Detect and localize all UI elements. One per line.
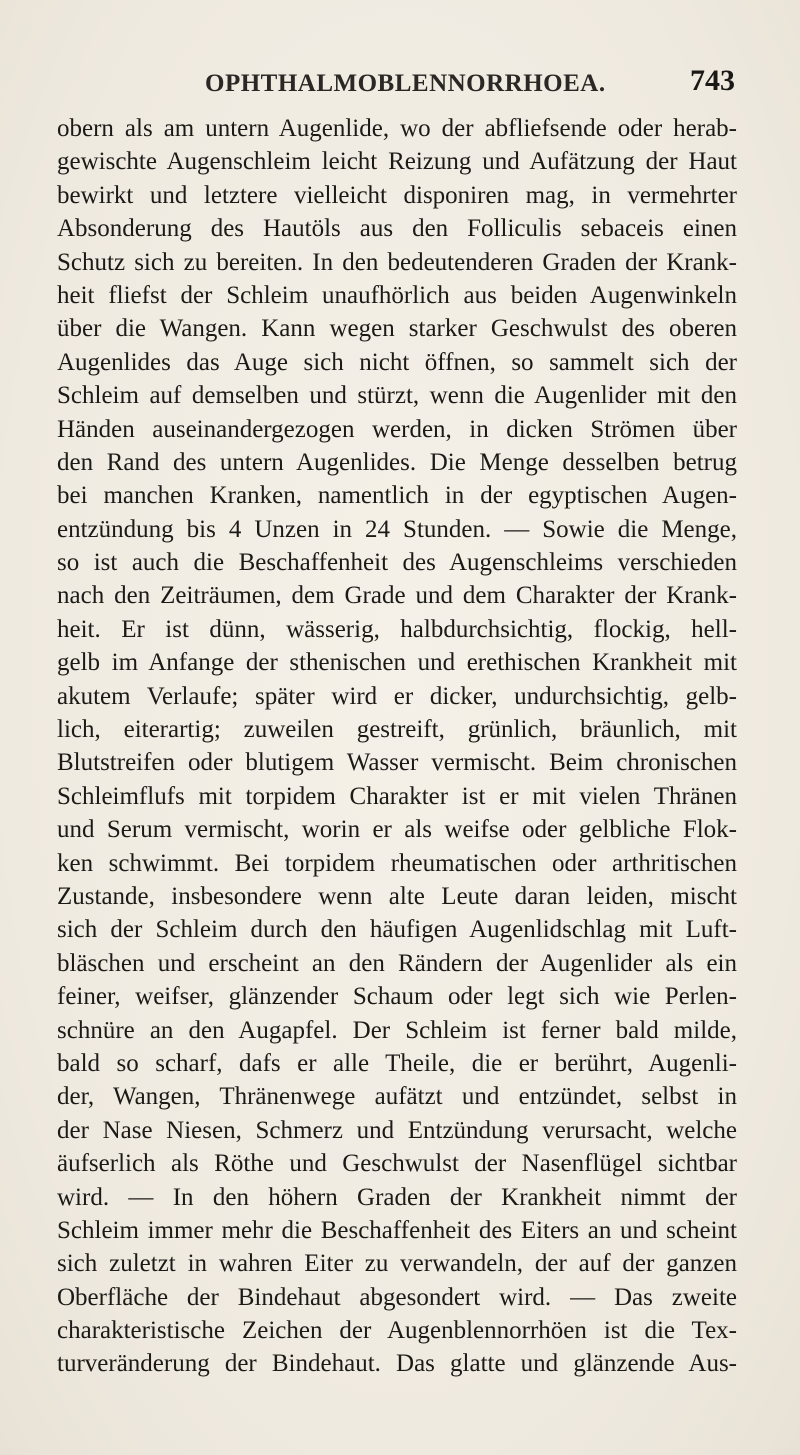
text-line: entzündung bis 4 Unzen in 24 Stunden. — Sowie die Menge, (57, 515, 737, 543)
text-line: äufserlich als Röthe und Geschwulst der Nasenflügel sichtbar (57, 1150, 737, 1178)
page-header (175, 62, 735, 102)
text-line: heit fliefst der Schleim unaufhörlich aus beiden Augenwinkeln (57, 281, 737, 309)
text-line: Schleim immer mehr die Beschaffenheit des Eiters an und scheint (57, 1216, 737, 1244)
text-line: Händen auseinandergezogen werden, in dicken Strömen über (57, 415, 737, 443)
text-line: wird. — In den höhern Graden der Krankheit nimmt der (57, 1183, 737, 1211)
text-line: und Serum vermischt, worin er als weifse oder gelbliche Flok- (57, 816, 737, 844)
text-line: heit. Er ist dünn, wässerig, halbdurchsichtig, flockig, hell- (57, 615, 737, 643)
text-line: sich zuletzt in wahren Eiter zu verwandeln, der auf der ganzen (57, 1250, 737, 1278)
text-line: akutem Verlaufe; später wird er dicker, undurchsichtig, gelb- (57, 682, 737, 710)
text-line: Oberfläche der Bindehaut abgesondert wird. — Das zweite (57, 1283, 737, 1311)
page-number: 743 (690, 64, 735, 97)
text-line: charakteristische Zeichen der Augenblennorrhöen ist die Tex- (57, 1317, 737, 1345)
text-line: über die Wangen. Kann wegen starker Geschwulst des oberen (57, 315, 737, 343)
text-line: der Nase Niesen, Schmerz und Entzündung verursacht, welche (57, 1116, 737, 1144)
text-line: bei manchen Kranken, namentlich in der egyptischen Augen- (57, 482, 737, 510)
running-title: OPHTHALMOBLENNORRHOEA. (205, 70, 606, 97)
text-line: obern als am untern Augenlide, wo der abfliefsende oder herab- (57, 115, 737, 142)
text-line: sich der Schleim durch den häufigen Augenlidschlag mit Luft- (57, 916, 737, 944)
text-line: feiner, weifser, glänzender Schaum oder legt sich wie Perlen- (57, 983, 737, 1011)
text-line: ken schwimmt. Bei torpidem rheumatischen oder arthritischen (57, 849, 737, 877)
text-line: lich, eiterartig; zuweilen gestreift, grünlich, bräunlich, mit (57, 716, 737, 744)
text-line: turveränderung der Bindehaut. Das glatte und glänzende Aus- (57, 1350, 737, 1378)
text-line: bewirkt und letztere vielleicht disponiren mag, in vermehrter (57, 181, 737, 209)
text-line: nach den Zeiträumen, dem Grade und dem Charakter der Krank- (57, 582, 737, 610)
text-line: Augenlides das Auge sich nicht öffnen, so sammelt sich der (57, 348, 737, 376)
text-line: gelb im Anfange der sthenischen und erethischen Krankheit mit (57, 649, 737, 677)
text-line: Blutstreifen oder blutigem Wasser vermischt. Beim chronischen (57, 749, 737, 777)
text-line: gewischte Augenschleim leicht Reizung und Aufätzung der Haut (57, 148, 737, 176)
text-line: Schleim auf demselben und stürzt, wenn die Augenlider mit den (57, 382, 737, 410)
text-line: so ist auch die Beschaffenheit des Augenschleims verschieden (57, 549, 737, 577)
text-line: schnüre an den Augapfel. Der Schleim ist ferner bald milde, (57, 1016, 737, 1044)
text-line: Schutz sich zu bereiten. In den bedeutenderen Graden der Krank- (57, 248, 737, 276)
text-line: bald so scharf, dafs er alle Theile, die er berührt, Augenli- (57, 1049, 737, 1077)
text-line: Absonderung des Hautöls aus den Folliculis sebaceis einen (57, 215, 737, 243)
text-line: den Rand des untern Augenlides. Die Menge desselben betrug (57, 448, 737, 476)
text-line: der, Wangen, Thränenwege aufätzt und entzündet, selbst in (57, 1083, 737, 1111)
text-line: bläschen und erscheint an den Rändern der Augenlider als ein (57, 949, 737, 977)
body-text (57, 112, 737, 1381)
text-line: Schleimflufs mit torpidem Charakter ist er mit vielen Thränen (57, 782, 737, 810)
text-line: Zustande, insbesondere wenn alte Leute daran leiden, mischt (57, 882, 737, 910)
